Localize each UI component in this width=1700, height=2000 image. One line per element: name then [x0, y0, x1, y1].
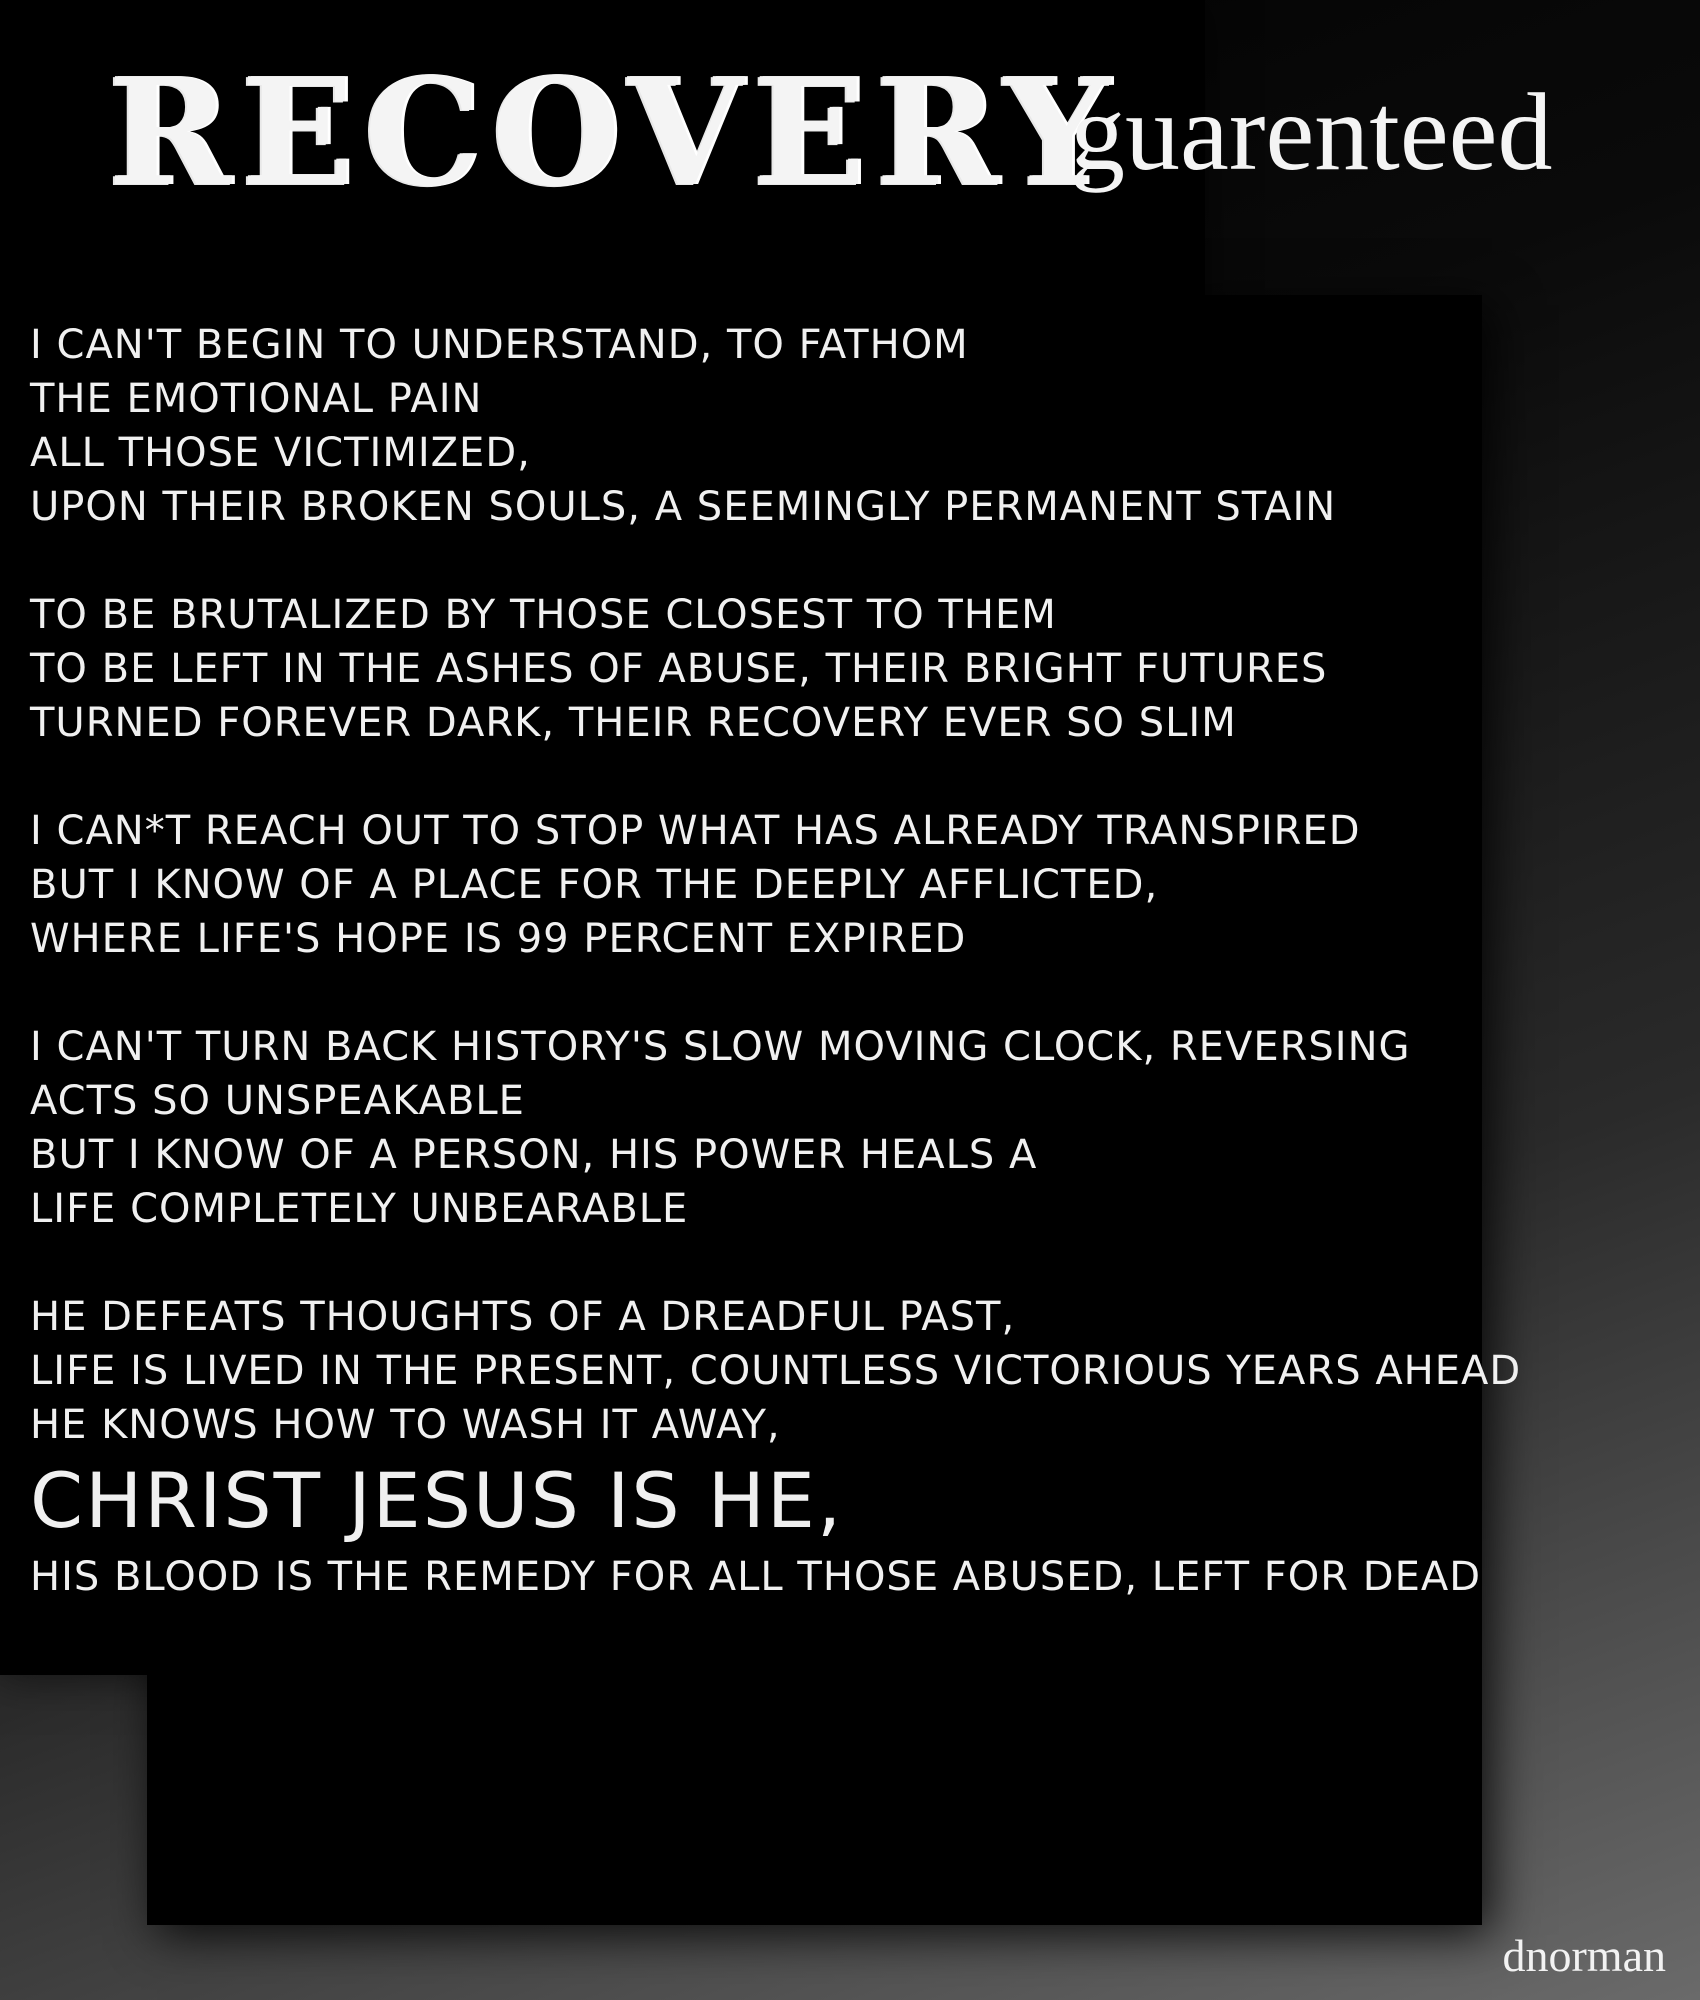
poem-stanza-3: [30, 804, 1680, 966]
poem-line: THE EMOTIONAL PAIN: [30, 376, 483, 422]
title-sub: guarenteed: [1070, 71, 1553, 193]
poem-line: ALL THOSE VICTIMIZED,: [30, 430, 531, 476]
poem-stanza-2: [30, 588, 1680, 750]
poem-line-emphasis: CHRIST JESUS IS HE,: [30, 1456, 844, 1545]
poem-line: LIFE COMPLETELY UNBEARABLE: [30, 1186, 689, 1232]
poem-stanza-4: [30, 1020, 1680, 1236]
poem-line: TO BE BRUTALIZED BY THOSE CLOSEST TO THEM: [30, 592, 1057, 638]
poem-stanza-1: [30, 318, 1680, 534]
poem-line: TURNED FOREVER DARK, THEIR RECOVERY EVER SO SLIM: [30, 700, 1237, 746]
poem-line: WHERE LIFE'S HOPE IS 99 PERCENT EXPIRED: [30, 916, 967, 962]
poem-line: BUT I KNOW OF A PERSON, HIS POWER HEALS A: [30, 1132, 1038, 1178]
poem-line: HE KNOWS HOW TO WASH IT AWAY,: [30, 1402, 781, 1448]
poem-line: BUT I KNOW OF A PLACE FOR THE DEEPLY AFFLICTED,: [30, 862, 1159, 908]
poem-line: HIS BLOOD IS THE REMEDY FOR ALL THOSE ABUSED, LEFT FOR DEAD: [30, 1554, 1482, 1600]
poem-line: ACTS SO UNSPEAKABLE: [30, 1078, 525, 1124]
poem-line: I CAN'T TURN BACK HISTORY'S SLOW MOVING CLOCK, REVERSING: [30, 1024, 1411, 1070]
poem-line: HE DEFEATS THOUGHTS OF A DREADFUL PAST,: [30, 1294, 1016, 1340]
poster-title: [108, 45, 1608, 222]
poem-line: UPON THEIR BROKEN SOULS, A SEEMINGLY PERMANENT STAIN: [30, 484, 1337, 530]
title-main: RECOVERY: [108, 45, 1120, 219]
poem-line: I CAN'T BEGIN TO UNDERSTAND, TO FATHOM: [30, 322, 969, 368]
poem-line: TO BE LEFT IN THE ASHES OF ABUSE, THEIR BRIGHT FUTURES: [30, 646, 1328, 692]
poem-stanza-5: [30, 1290, 1680, 1604]
poem-body: [30, 318, 1680, 1658]
author-signature: dnorman: [1502, 1930, 1666, 1981]
poem-line: I CAN*T REACH OUT TO STOP WHAT HAS ALREADY TRANSPIRED: [30, 808, 1361, 854]
poem-line: LIFE IS LIVED IN THE PRESENT, COUNTLESS VICTORIOUS YEARS AHEAD: [30, 1348, 1522, 1394]
